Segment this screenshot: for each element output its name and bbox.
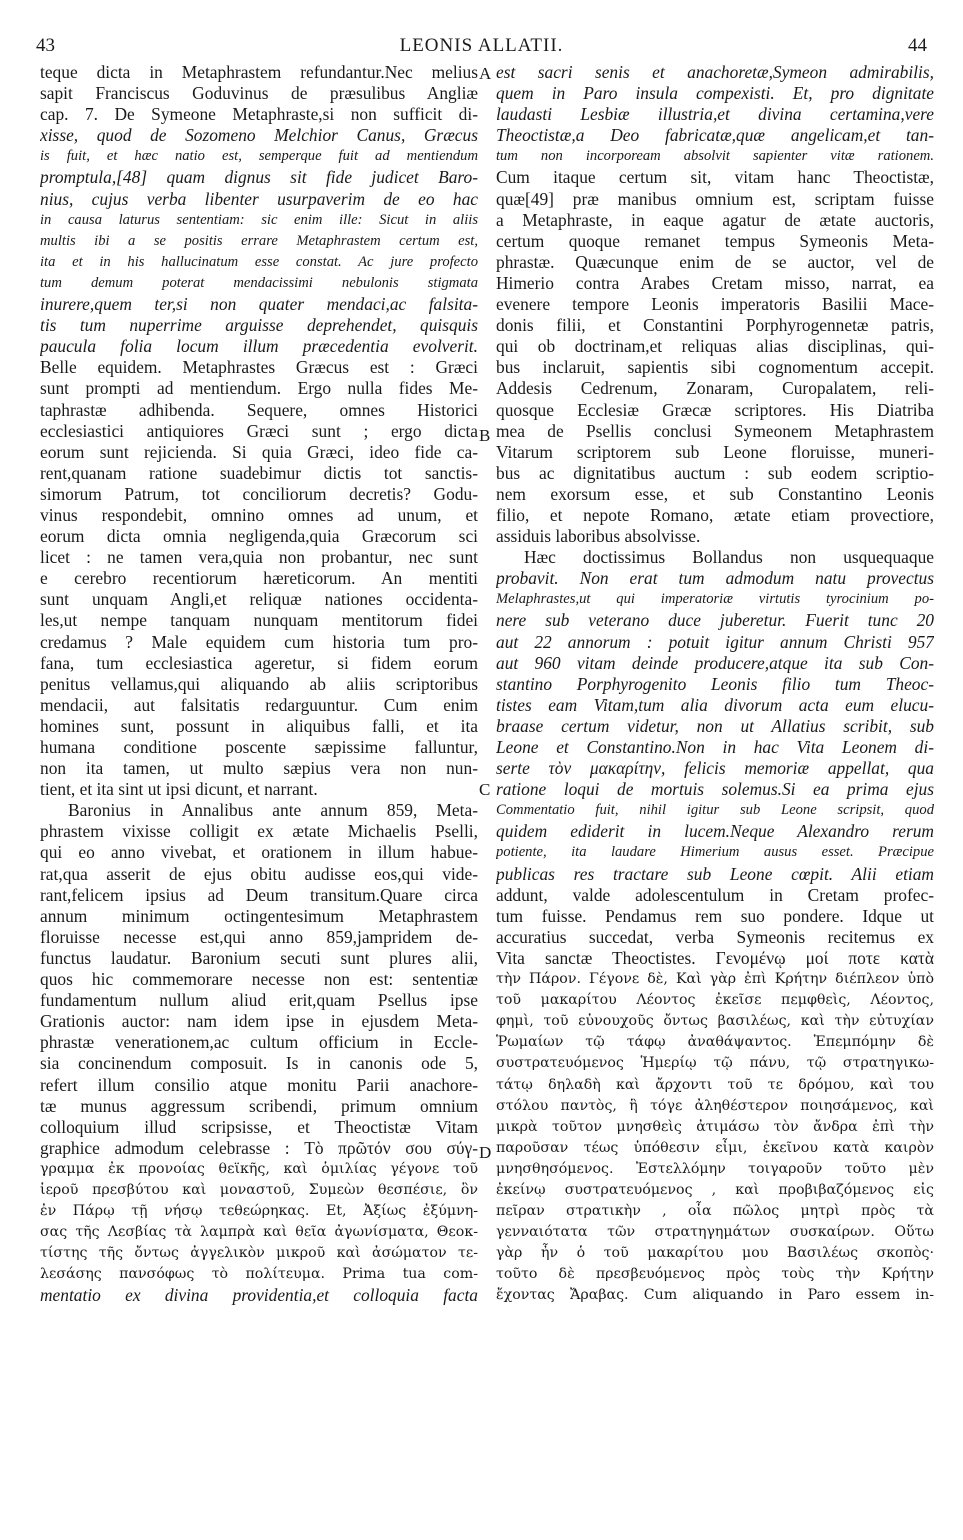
text-line: cap. 7. De Symeone Metaphraste,si non sufficit di- bbox=[40, 104, 478, 125]
text-line: παροῦσαν τέως ὑπόθεσιν εἶμι, ἐκεῖνου κατὰ καιρὸν bbox=[496, 1139, 934, 1156]
text-line: συστρατευόμενος Ἡμερίῳ τῷ πάνυ, τῷ στρατηγικω- bbox=[496, 1055, 934, 1072]
text-line: aut 960 vitam deinde producere,atque ita sub Con- bbox=[496, 652, 934, 673]
text-line: eorum sunt rejicienda. Si quia Græci, ideo fide ca- bbox=[40, 441, 478, 462]
text-line: quæ[49] præ manibus omnium est, scriptam fuisse bbox=[496, 188, 934, 209]
text-line: credamus ? Male equidem cum historia tum pro- bbox=[40, 631, 478, 652]
text-line: promptula,[48] quam dignus sit fide judicet Baro- bbox=[40, 167, 478, 188]
text-line: xisse, quod de Sozomeno Melchior Canus, Græcus bbox=[40, 125, 478, 146]
text-line: tis tum nuperrime arguisse deprehendet, quisquis bbox=[40, 315, 478, 336]
text-line: inurere,quem ter,si non quater mendaci,ac falsita- bbox=[40, 294, 478, 315]
text-line: humana conditione poscente sæpissime falluntur, bbox=[40, 737, 478, 757]
text-line: sapit Franciscus Goduvinus de præsulibus Angliæ bbox=[40, 83, 478, 104]
text-line: refert illum consilio atque monitu Parii anachore- bbox=[40, 1074, 478, 1095]
text-line: probavit. Non erat tum admodum natu provectus bbox=[496, 568, 934, 589]
text-line: assiduis laboribus absolvisse. bbox=[496, 526, 701, 547]
text-line: filio, et nepote Romano, ætate etiam provectiore, bbox=[496, 504, 934, 525]
text-line: ecclesiastici antiquiores Græci sunt ; ergo dicta bbox=[40, 420, 478, 441]
text-line: sia concinendum composuit. Is in canonis ode 5, bbox=[40, 1053, 478, 1074]
text-line: τοῦ μακαρίτου Λέοντος ἐκεῖσε πεμφθεὶς, Λέοντος, bbox=[496, 992, 934, 1009]
text-line: quem in Paro insula compexisti. Et, pro dignitate bbox=[496, 83, 934, 104]
text-line: braase certum videtur, non ut Allatius scribit, sub bbox=[496, 715, 934, 736]
text-line: rat,qua asserit de ejus obitu audisse eos,qui vide- bbox=[40, 863, 478, 884]
text-line: πεῖραν στρατικὴν , οἷα πῶλος μητρὶ πρὸς τὰ bbox=[496, 1203, 934, 1220]
text-line: sunt prompti ad mentiendum. Ergo nulla fides Me- bbox=[40, 378, 478, 399]
text-line: les,ut nempe tanquam nunquam mentitorum fidei bbox=[40, 610, 478, 631]
text-line: phrastem vixisse colligit ex ætate Michaelis Pselli, bbox=[40, 821, 478, 842]
text-line: est sacri senis et anachoretæ,Symeon admirabilis, bbox=[496, 62, 934, 82]
text-line: Baronius in Annalibus ante annum 859, Meta- bbox=[68, 800, 478, 821]
text-line: multis ibi a se positis errare Metaphrastem certum est, bbox=[40, 232, 478, 249]
text-line: sunt unquam Angli,et reliquæ nationes occidenta- bbox=[40, 589, 478, 610]
text-line: γραμμα ἐκ προνοίας θεϊκῆς, καὶ ὁμιλίας γέγονε τοῦ bbox=[40, 1160, 478, 1177]
left-text-column bbox=[40, 62, 478, 1307]
text-line: ἐν Πάρῳ τῇ νήσῳ τεθεώρηκας. Et, Ἀξίως ἐξύμνη- bbox=[40, 1203, 478, 1220]
text-line: rant,felicem ipsius ad Deum transitum.Quare circa bbox=[40, 884, 478, 905]
text-line: rent,quanam ratione suadebimur dictis tot sanctis- bbox=[40, 462, 478, 483]
text-line: bus ac dignitatibus auctum : sub eodem scriptio- bbox=[496, 462, 934, 483]
text-line: is fuit, et hæc natio est, semperque fuit ad mentiendum bbox=[40, 148, 478, 165]
text-line: licet : ne tamen vera,quia non probantur, nec sunt bbox=[40, 547, 478, 568]
text-line: paucula folia locum illum præcedentia evolverit. bbox=[40, 336, 478, 357]
margin-marker-b: B bbox=[479, 426, 491, 445]
text-line: Ῥωμαίων τῷ τάφῳ ἀναθάψαντος. Ἐπεμπόμην δὲ bbox=[496, 1034, 934, 1051]
text-line: phrastæ. Quæcunque enim de se auctor, vel de bbox=[496, 251, 934, 272]
text-line: publicas res tractare sub Leone cœpit. Alii etiam bbox=[496, 863, 934, 884]
text-line: mendacii, aut falsitatis redarguuntur. Cum enim bbox=[40, 694, 478, 715]
text-line: Belle equidem. Metaphrastes Græcus est : Græci bbox=[40, 357, 478, 378]
text-line: addunt, valde adolescentulum in Cretam profec- bbox=[496, 884, 934, 905]
text-line: τοῦτο δὲ πρεσβευόμενος πρὸς τοὺς τὴν Κρήτην bbox=[496, 1266, 934, 1283]
text-line: qui ob doctrinam,et reliquas alias disciplinas, qui- bbox=[496, 336, 934, 357]
text-line: Cum itaque certum sit, vitam hanc Theoctistæ, bbox=[496, 167, 934, 188]
text-line: eorum dicta omnia negligenda,quia Græcorum sci bbox=[40, 526, 478, 547]
running-title: LEONIS ALLATII. bbox=[399, 35, 564, 56]
text-line: Theoctistæ,a Deo fabricatæ,quæ angelicam,et tan- bbox=[496, 125, 934, 146]
text-line: tistes eam Vitam,tum alia divorum acta eum elucu- bbox=[496, 694, 934, 715]
text-line: graphice admodum celebrasse : Τὸ πρῶτόν σου σύγ- bbox=[40, 1137, 478, 1158]
text-line: quidem ediderit in lucem.Neque Alexandro rerum bbox=[496, 821, 934, 842]
text-line: Melaphrastes,ut qui imperatoriæ virtutis tyrocinium po- bbox=[496, 591, 934, 608]
margin-marker-d: D bbox=[479, 1143, 492, 1162]
text-line: accuratius succedat, verba Symeonis recitemus ex bbox=[496, 926, 934, 947]
text-line: simorum Patrum, tot conciliorum decretis? Godu- bbox=[40, 483, 478, 504]
text-line: λεσάσης πανσόφως τὸ πολίτευμα. Prima tua com- bbox=[40, 1266, 478, 1283]
text-line: colloquium illud scripsisse, et Theoctistæ Vitam bbox=[40, 1116, 478, 1137]
text-line: tient, et ita sint ut ipsi dicunt, et narrant. bbox=[40, 779, 318, 800]
text-line: tum demum poterat mendacissimi nebulonis stigmata bbox=[40, 274, 478, 291]
text-line: γὰρ ἦν ὁ τοῦ μακαρίτου μου Βασιλέως σκοπὸς· bbox=[496, 1245, 934, 1262]
text-line: ita et in his hallucinatum esse constat. Ac jure profecto bbox=[40, 253, 478, 270]
text-line: a Metaphraste, in eaque agatur de ætate auctoris, bbox=[496, 209, 934, 230]
text-line: tum non incorpoream absolvit sapienter vitæ rationem. bbox=[496, 148, 934, 165]
text-line: μνησθησόμενος. Ἐστελλόμην τοιγαροῦν τοῦτο μὲν bbox=[496, 1160, 934, 1177]
text-line: in causa laturus sententiam: sic enim ille: Sicut in aliis bbox=[40, 211, 478, 228]
text-line: μικρὰ τοῦτον μνησθεὶς ἀτιμάσω τὸν ἄνδρα ἐπὶ τὴν bbox=[496, 1118, 934, 1135]
text-line: serte τὸν μακαρίτην, felicis memoriæ appellat, qua bbox=[496, 758, 934, 779]
text-line: aut 22 annorum : potuit igitur annum Christi 957 bbox=[496, 631, 934, 652]
text-line: σας τῆς Λεσβίας τὰ λαμπρὰ καὶ θεῖα ἀγωνίσματα, Θεοκ- bbox=[40, 1224, 478, 1241]
text-line: Commentatio fuit, nihil igitur sub Leone scripsit, quod bbox=[496, 802, 934, 819]
text-line: donis filii, et Constantini Porphyrogennetæ patris, bbox=[496, 315, 934, 336]
text-line: taphrastæ adhibenda. Sequere, omnes Historici bbox=[40, 399, 478, 420]
text-line: Himerio contra Arabes Cretam misso, narrat, ea bbox=[496, 272, 934, 293]
text-line: nere sub veterano duce juberetur. Fuerit tunc 20 bbox=[496, 610, 934, 631]
text-line: floruisse necesse est,qui anno 859,jampridem de- bbox=[40, 926, 478, 947]
text-line: fana, tum ecclesiastica ageretur, si fidem eorum bbox=[40, 652, 478, 673]
text-line: e cerebro recentiorum hæreticorum. An mentiti bbox=[40, 568, 478, 589]
text-line: fundamentum nullum aliud erit,quam Psellus ipse bbox=[40, 990, 478, 1011]
margin-marker-a: A bbox=[479, 64, 492, 83]
text-line: ἐκείνῳ συστρατευόμενος , καὶ προβιβαζόμενος εἰς bbox=[496, 1181, 934, 1198]
text-line: functus laudatur. Baronium secuti sunt plures alii, bbox=[40, 947, 478, 968]
text-line: ἱεροῦ πρεσβύτου καὶ μοναστοῦ, Συμεὼν θεσπέσιε, ὃν bbox=[40, 1181, 478, 1198]
text-line: phrastæ venerationem,ac cultum officium in Eccle- bbox=[40, 1032, 478, 1053]
text-line: penitus vellamus,qui aliquando ab aliis scriptoribus bbox=[40, 673, 478, 694]
text-line: evenere tempore Leonis imperatoris Basilii Mace- bbox=[496, 294, 934, 315]
text-line: στόλου παντὸς, ἣ τόγε ἀληθέστερον ποιησάμενος, καὶ bbox=[496, 1097, 934, 1114]
text-line: ratione loqui de mortuis solemus.Si ea prima ejus bbox=[496, 779, 934, 800]
text-line: Addesis Cedrenum, Zonaram, Curopalatem, reli- bbox=[496, 378, 934, 399]
text-line: τάτῳ δηλαδὴ καὶ ἄρχοντι τοῦ τε δρόμου, καὶ του bbox=[496, 1076, 934, 1093]
text-line: Grationis auctor: nam idem ipse in ejusdem Meta- bbox=[40, 1011, 478, 1032]
text-line: laudasti Lesbiæ illustria,et divina certamina,vere bbox=[496, 104, 934, 125]
page-number-left: 43 bbox=[36, 35, 55, 56]
page-number-right: 44 bbox=[908, 35, 927, 56]
text-line: bus inclaruit, sapientis sibi cognomentum accepit. bbox=[496, 357, 934, 378]
text-line: homines sunt, possunt in aliquibus falli, et ita bbox=[40, 715, 478, 736]
text-line: annum minimum octingentesimum Metaphrastem bbox=[40, 905, 478, 926]
text-line: γενναιότατα τῶν στρατηγημάτων συσκαίρων. Οὕτω bbox=[496, 1224, 934, 1241]
text-line: nius, cujus verba libenter usurpaverim de eo hac bbox=[40, 188, 478, 209]
text-line: non ita tamen, ut multo sæpius vera non nun- bbox=[40, 758, 478, 779]
text-line: quos hic commemorare necesse non est: sententiæ bbox=[40, 969, 478, 990]
text-line: tum fuisse. Pendamus rem suo pondere. Idque ut bbox=[496, 905, 934, 926]
right-text-column bbox=[496, 62, 934, 1307]
text-line: teque dicta in Metaphrastem refundantur.Nec melius bbox=[40, 62, 478, 82]
text-line: quosque Ecclesiæ Græcæ scriptores. His Diatriba bbox=[496, 399, 934, 420]
margin-marker-c: C bbox=[479, 780, 491, 799]
text-line: nem exorsum esse, et sub Constantino Leonis bbox=[496, 483, 934, 504]
text-line: ἔχοντας Ἄραβας. Cum aliquando in Paro essem in- bbox=[496, 1287, 934, 1304]
text-line: vinus respondebit, omnino omnes ad unum, et bbox=[40, 504, 478, 525]
text-line: qui eo anno vivebat, et orationem in illum habue- bbox=[40, 842, 478, 863]
text-line: Leone et Constantino.Non in hac Vita Leonem di- bbox=[496, 737, 934, 757]
text-line: τίστης τῆς ὄντως ἀγγελικὸν μικροῦ καὶ ἀσώματον τε- bbox=[40, 1245, 478, 1262]
text-line: potiente, ita laudare Himerium ausus esset. Præcipue bbox=[496, 844, 934, 861]
text-line: Hæc doctissimus Bollandus non usquequaque bbox=[524, 547, 934, 568]
text-line: stantino Porphyrogenito Leonis filio tum Theoc- bbox=[496, 673, 934, 694]
text-line: certum quoque remanet tempus Symeonis Meta- bbox=[496, 230, 934, 251]
text-line: mea de Psellis conclusi Symeonem Metaphrastem bbox=[496, 420, 934, 441]
text-line: mentatio ex divina providentia,et colloquia facta bbox=[40, 1285, 478, 1306]
text-line: φημὶ, τοῦ εὐνουχοῦς ὄντως βασιλέως, καὶ τὴν εὐτυχίαν bbox=[496, 1013, 934, 1030]
text-line: Vitarum scriptorem sub Leone floruisse, muneri- bbox=[496, 441, 934, 462]
text-line: tæ munus aggressum scribendi, primum omnium bbox=[40, 1095, 478, 1116]
text-line: τὴν Πάρον. Γέγονε δὲ, Καὶ γὰρ ἐπὶ Κρήτην διέπλεον ὑπὸ bbox=[496, 971, 934, 988]
text-line: Vita sanctæ Theoctistes. Γενομένῳ μοί ποτε κατὰ bbox=[496, 947, 934, 968]
